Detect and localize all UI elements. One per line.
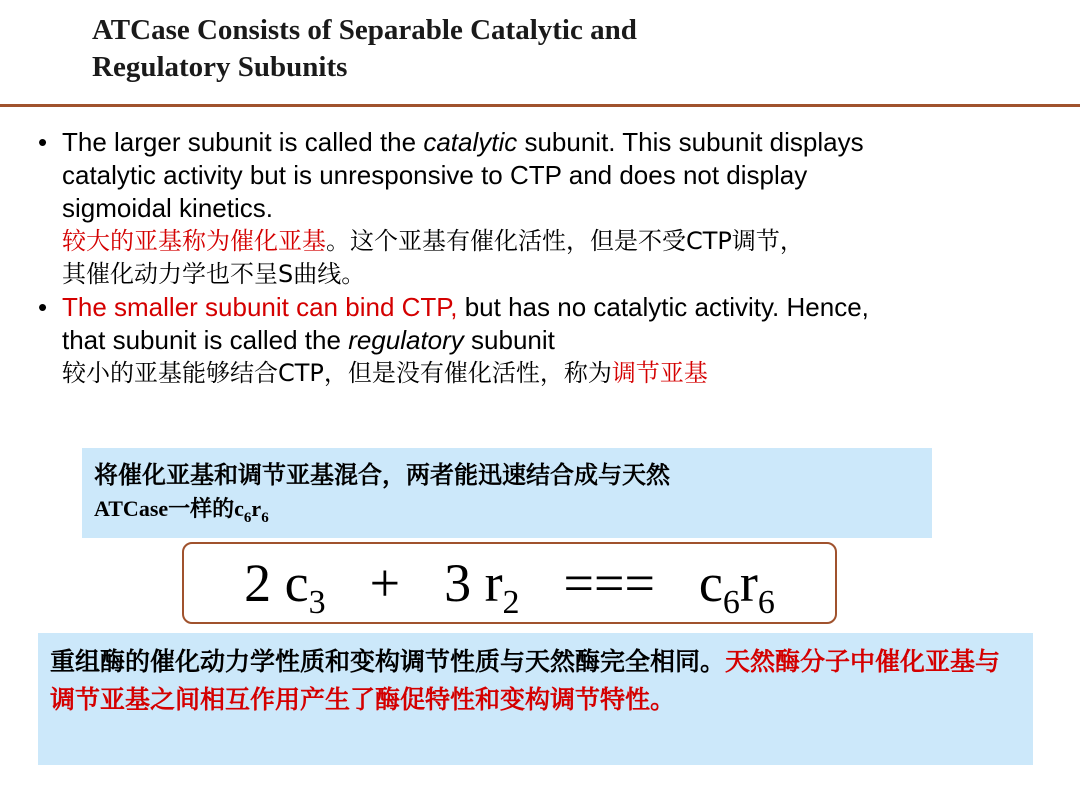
conclusion-box (38, 633, 1033, 765)
bullet-marker: • (38, 292, 48, 322)
regulatory-term: regulatory (348, 325, 464, 355)
catalytic-term: catalytic (423, 127, 518, 157)
bullet-1-cn-line-2: 其催化动力学也不呈S曲线。 (62, 260, 366, 288)
bullet-1-en-line-3: sigmoidal kinetics. (62, 193, 273, 223)
equation-term-c3: 2 $c_3$ (244, 553, 326, 621)
conclusion-highlight: 天然酶分子中催化亚基与调节亚基之间相互作用产生了酶促特性和变构调节特性。 (50, 647, 1001, 714)
conclusion-text: 重组酶的催化动力学性质和变构调节性质与天然酶完全相同。 (50, 647, 726, 676)
bullet-marker: • (38, 127, 48, 157)
bullet-2-cn-highlight: 调节亚基 (611, 359, 708, 387)
slide-title (92, 12, 992, 86)
bullet-2-en-line-1: • The smaller subunit can bind CTP, but has no catalytic activity. Hence, (38, 292, 869, 322)
mixing-note-line-1: 将催化亚基和调节亚基混合，两者能迅速结合成与天然 (94, 461, 670, 489)
bullet-2-en-line-2: that subunit is called the regulatory subunit (62, 325, 555, 355)
bullet-list (38, 126, 1080, 390)
bullet-1-cn-line-1: 较大的亚基称为催化亚基。这个亚基有催化活性，但是不受CTP调节， (62, 227, 804, 255)
equation-equals: === (563, 553, 655, 613)
title-line-2: Regulatory Subunits (92, 51, 348, 83)
bullet-1-cn-highlight: 较大的亚基称为催化亚基 (62, 227, 326, 255)
mixing-note-box (82, 448, 932, 538)
bullet-2-highlight: The smaller subunit can bind CTP, (62, 292, 458, 322)
mixing-note-line-2: ATCase一样的$c_6r_6$ (94, 496, 269, 526)
equation-term-r2: 3 $r_2$ (444, 553, 520, 621)
bullet-1-en-line-1: • The larger subunit is called the catalytic subunit. This subunit displays (38, 127, 864, 157)
bullet-1-en-line-2: catalytic activity but is unresponsive to CTP and does not display (62, 160, 808, 190)
assembly-equation (182, 542, 837, 624)
title-divider (0, 104, 1080, 107)
equation-term-c6r6: $c_6r_6$ (698, 553, 775, 621)
equation-plus: + (369, 553, 401, 613)
title-line-1: ATCase Consists of Separable Catalytic and (92, 14, 637, 46)
bullet-2-cn-line: 较小的亚基能够结合CTP，但是没有催化活性，称为调节亚基 (62, 359, 708, 387)
